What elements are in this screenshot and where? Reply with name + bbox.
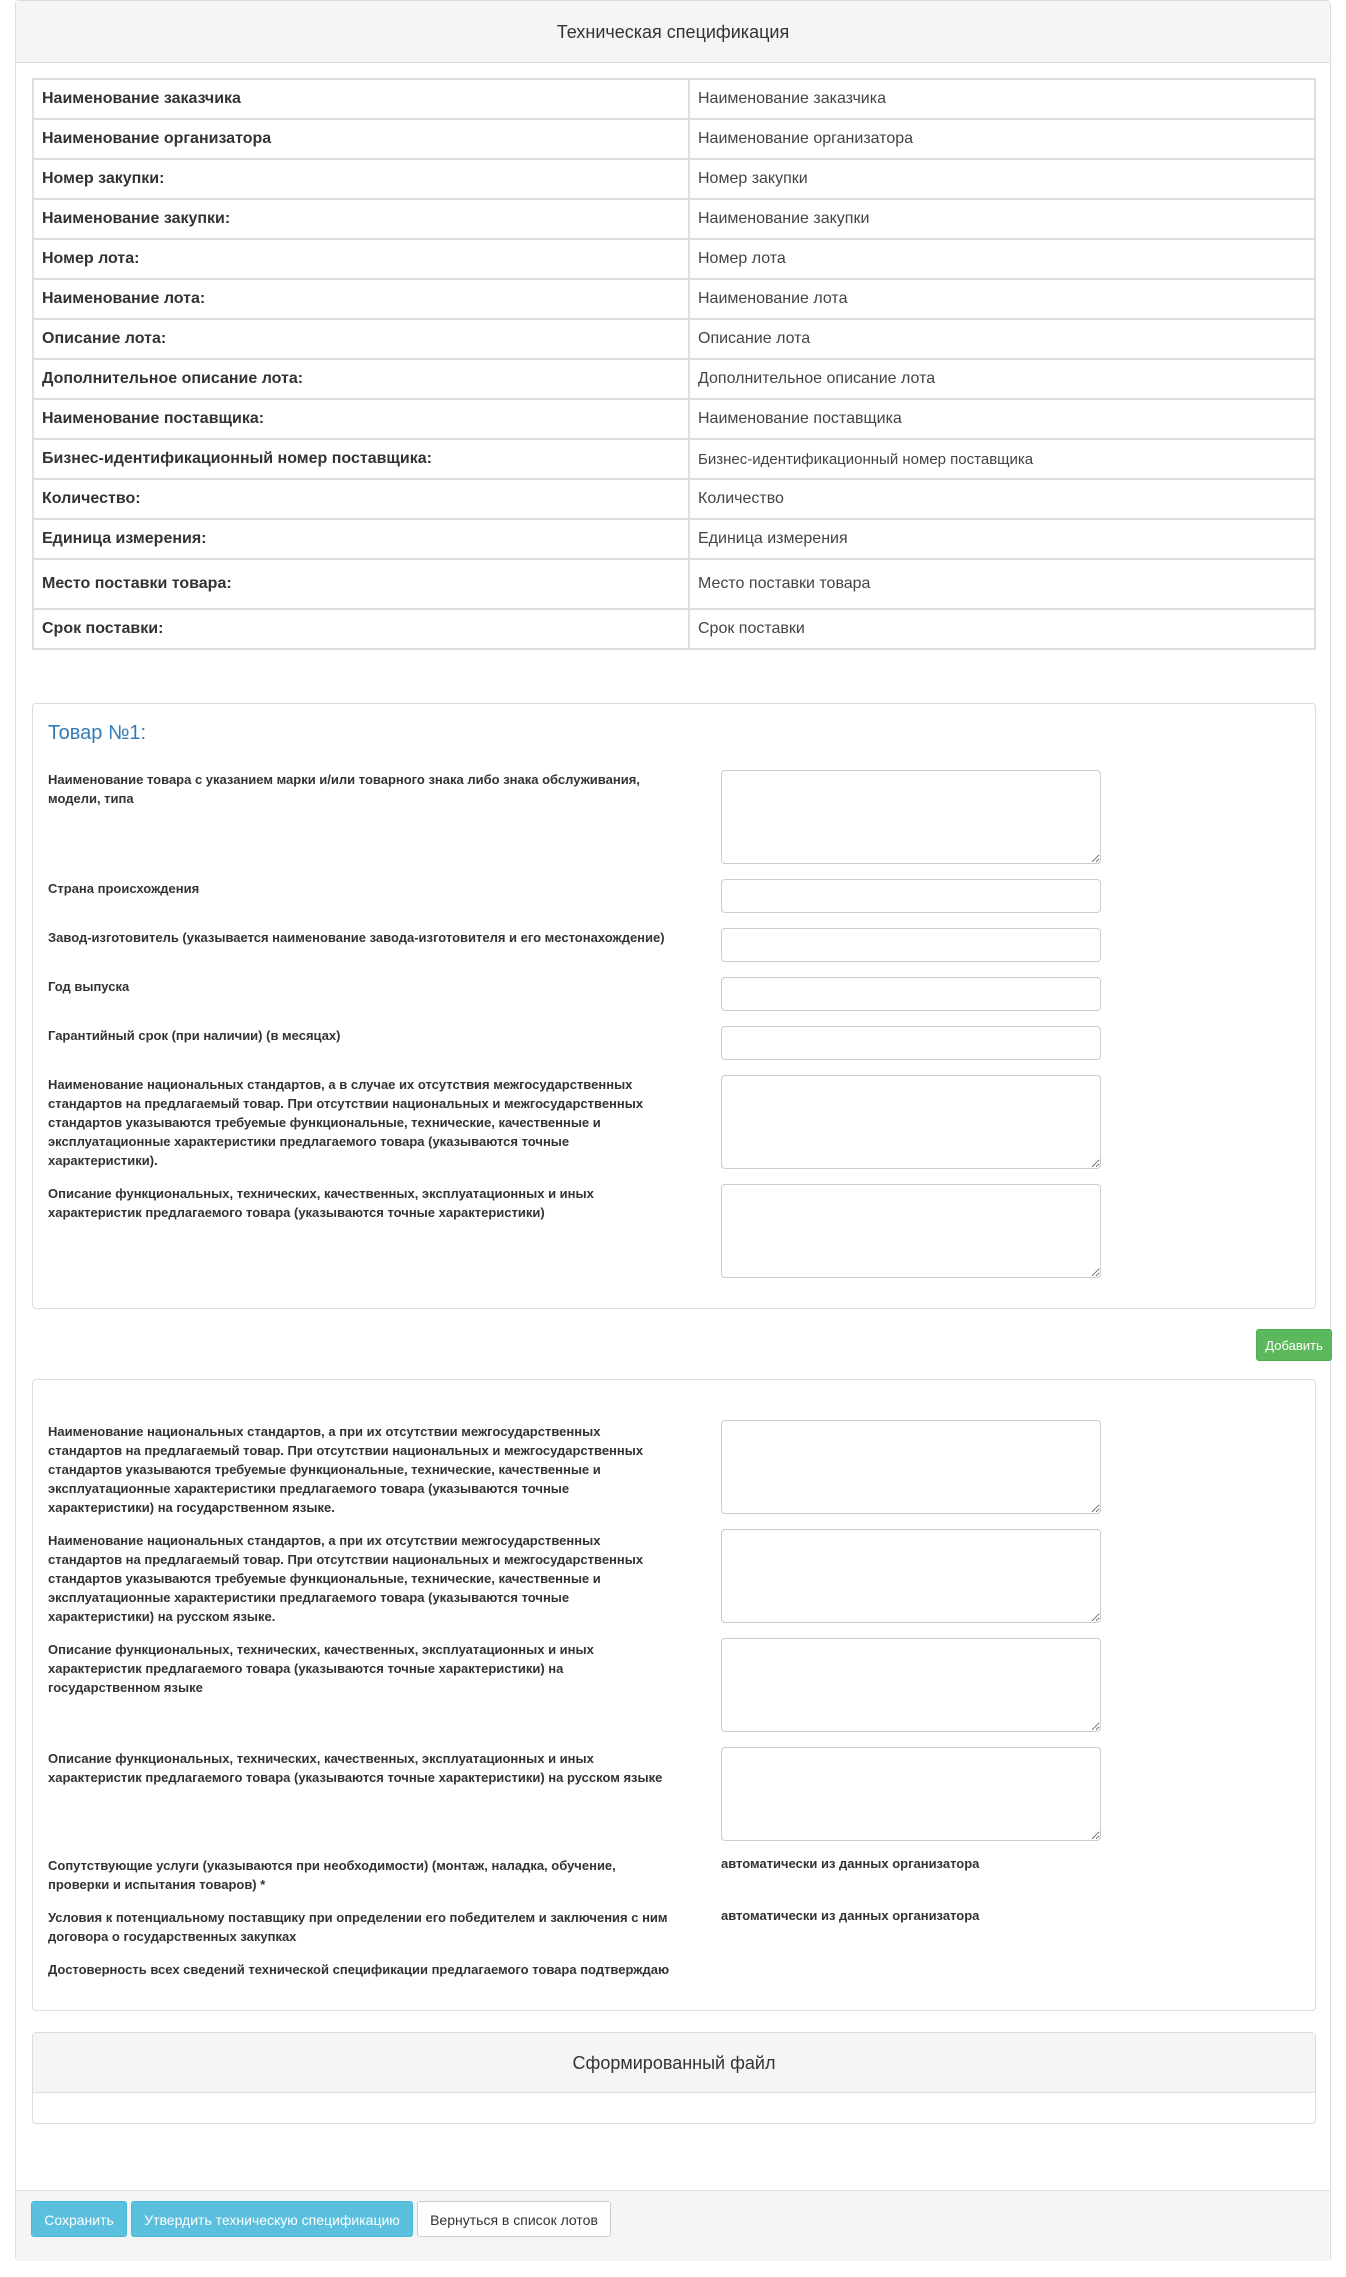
save-button[interactable]: Сохранить <box>31 2201 127 2237</box>
generated-file-section <box>32 2032 1316 2124</box>
conditions-value: автоматически из данных организатора <box>721 1908 980 1923</box>
conditions-label: Условия к потенциальному поставщику при определении его победителем и заключения с ним договора о государственных закупках <box>48 1910 668 1944</box>
table-row <box>33 159 1315 199</box>
table-row <box>33 519 1315 559</box>
year-field[interactable] <box>721 977 1101 1011</box>
characteristics-state-field[interactable] <box>721 1638 1101 1732</box>
characteristics-ru-field[interactable] <box>721 1747 1101 1841</box>
standards-state-field[interactable] <box>721 1420 1101 1514</box>
row-value: Наименование организатора <box>689 119 1315 159</box>
item-title: Товар №1: <box>48 722 147 744</box>
warranty-label: Гарантийный срок (при наличии) (в месяцах) <box>48 1028 341 1043</box>
table-row <box>33 479 1315 519</box>
table-row <box>33 399 1315 439</box>
manufacturer-label: Завод-изготовитель (указывается наименование завода-изготовителя и его местонахождение) <box>48 930 665 945</box>
table-row <box>33 359 1315 399</box>
footer-actions <box>16 2190 1330 2261</box>
tech-spec-panel <box>15 0 1331 2261</box>
characteristics-ru-label: Описание функциональных, технических, качественных, эксплуатационных и иных характеристик предлагаемого товара (указываются точные характеристики) на русском языке <box>48 1751 663 1785</box>
table-row <box>33 239 1315 279</box>
row-label: Бизнес-идентификационный номер поставщика: <box>33 439 689 479</box>
row-value: Место поставки товара <box>689 559 1315 609</box>
services-label: Сопутствующие услуги (указываются при необходимости) (монтаж, наладка, обучение, проверки и испытания товаров) * <box>48 1858 616 1892</box>
table-row <box>33 199 1315 239</box>
table-row <box>33 279 1315 319</box>
row-label: Наименование организатора <box>33 119 689 159</box>
confirm-label: Достоверность всех сведений технической спецификации предлагаемого товара подтверждаю <box>48 1962 670 1977</box>
row-label: Дополнительное описание лота: <box>33 359 689 399</box>
lot-info-table <box>32 78 1316 650</box>
characteristics-label: Описание функциональных, технических, качественных, эксплуатационных и иных характеристик предлагаемого товара (указываются точные характеристики) <box>48 1186 594 1220</box>
row-value: Бизнес-идентификационный номер поставщика <box>689 439 1315 479</box>
country-field[interactable] <box>721 879 1101 913</box>
row-value: Номер лота <box>689 239 1315 279</box>
row-value: Наименование закупки <box>689 199 1315 239</box>
row-label: Описание лота: <box>33 319 689 359</box>
generated-file-title: Сформированный файл <box>33 2033 1315 2093</box>
row-value: Наименование заказчика <box>689 79 1315 119</box>
row-label: Номер лота: <box>33 239 689 279</box>
table-row <box>33 559 1315 609</box>
year-label: Год выпуска <box>48 979 130 994</box>
standards-ru-label: Наименование национальных стандартов, а при их отсутствии межгосударственных стандартов на предлагаемый товар. При отсутствии национальных и межгосударственных стандартов указываются требуемые функциональные, технические, качественные и эксплуатационные характеристики предлагаемого товара (указываются точные характеристики) на русском языке. <box>48 1533 644 1624</box>
row-value: Наименование лота <box>689 279 1315 319</box>
standards-label: Наименование национальных стандартов, а в случае их отсутствия межгосударственных стандартов на предлагаемый товар. При отсутствии национальных и межгосударственных стандартов указываются требуемые функциональные, технические, качественные и эксплуатационные характеристики предлагаемого товара (указываются точные характеристики). <box>48 1077 644 1168</box>
row-value: Срок поставки <box>689 609 1315 649</box>
table-row <box>33 439 1315 479</box>
table-row <box>33 609 1315 649</box>
item-form <box>32 703 1316 1309</box>
row-label: Наименование заказчика <box>33 79 689 119</box>
services-value: автоматически из данных организатора <box>721 1856 980 1871</box>
additional-form <box>32 1379 1316 2011</box>
manufacturer-field[interactable] <box>721 928 1101 962</box>
back-to-lots-button[interactable]: Вернуться в список лотов <box>417 2201 611 2237</box>
standards-field[interactable] <box>721 1075 1101 1169</box>
characteristics-field[interactable] <box>721 1184 1101 1278</box>
row-label: Срок поставки: <box>33 609 689 649</box>
standards-state-label: Наименование национальных стандартов, а при их отсутствии межгосударственных стандартов на предлагаемый товар. При отсутствии национальных и межгосударственных стандартов указываются требуемые функциональные, технические, качественные и эксплуатационные характеристики предлагаемого товара (указываются точные характеристики) на государственном языке. <box>48 1424 644 1515</box>
table-row <box>33 79 1315 119</box>
row-value: Единица измерения <box>689 519 1315 559</box>
row-label: Наименование поставщика: <box>33 399 689 439</box>
row-label: Количество: <box>33 479 689 519</box>
add-button[interactable]: Добавить <box>1256 1329 1332 1361</box>
row-label: Наименование лота: <box>33 279 689 319</box>
row-label: Единица измерения: <box>33 519 689 559</box>
row-label: Номер закупки: <box>33 159 689 199</box>
product-name-field[interactable] <box>721 770 1101 864</box>
row-value: Дополнительное описание лота <box>689 359 1315 399</box>
country-label: Страна происхождения <box>48 881 200 896</box>
characteristics-state-label: Описание функциональных, технических, качественных, эксплуатационных и иных характеристик предлагаемого товара (указываются точные характеристики) на государственном языке <box>48 1642 594 1695</box>
row-label: Место поставки товара: <box>33 559 689 609</box>
table-row <box>33 319 1315 359</box>
table-row <box>33 119 1315 159</box>
warranty-field[interactable] <box>721 1026 1101 1060</box>
row-value: Количество <box>689 479 1315 519</box>
standards-ru-field[interactable] <box>721 1529 1101 1623</box>
row-value: Наименование поставщика <box>689 399 1315 439</box>
row-label: Наименование закупки: <box>33 199 689 239</box>
product-name-label: Наименование товара с указанием марки и/или товарного знака либо знака обслуживания, модели, типа <box>48 772 640 806</box>
row-value: Описание лота <box>689 319 1315 359</box>
row-value: Номер закупки <box>689 159 1315 199</box>
page-title: Техническая спецификация <box>16 1 1330 63</box>
approve-spec-button[interactable]: Утвердить техническую спецификацию <box>131 2201 413 2237</box>
